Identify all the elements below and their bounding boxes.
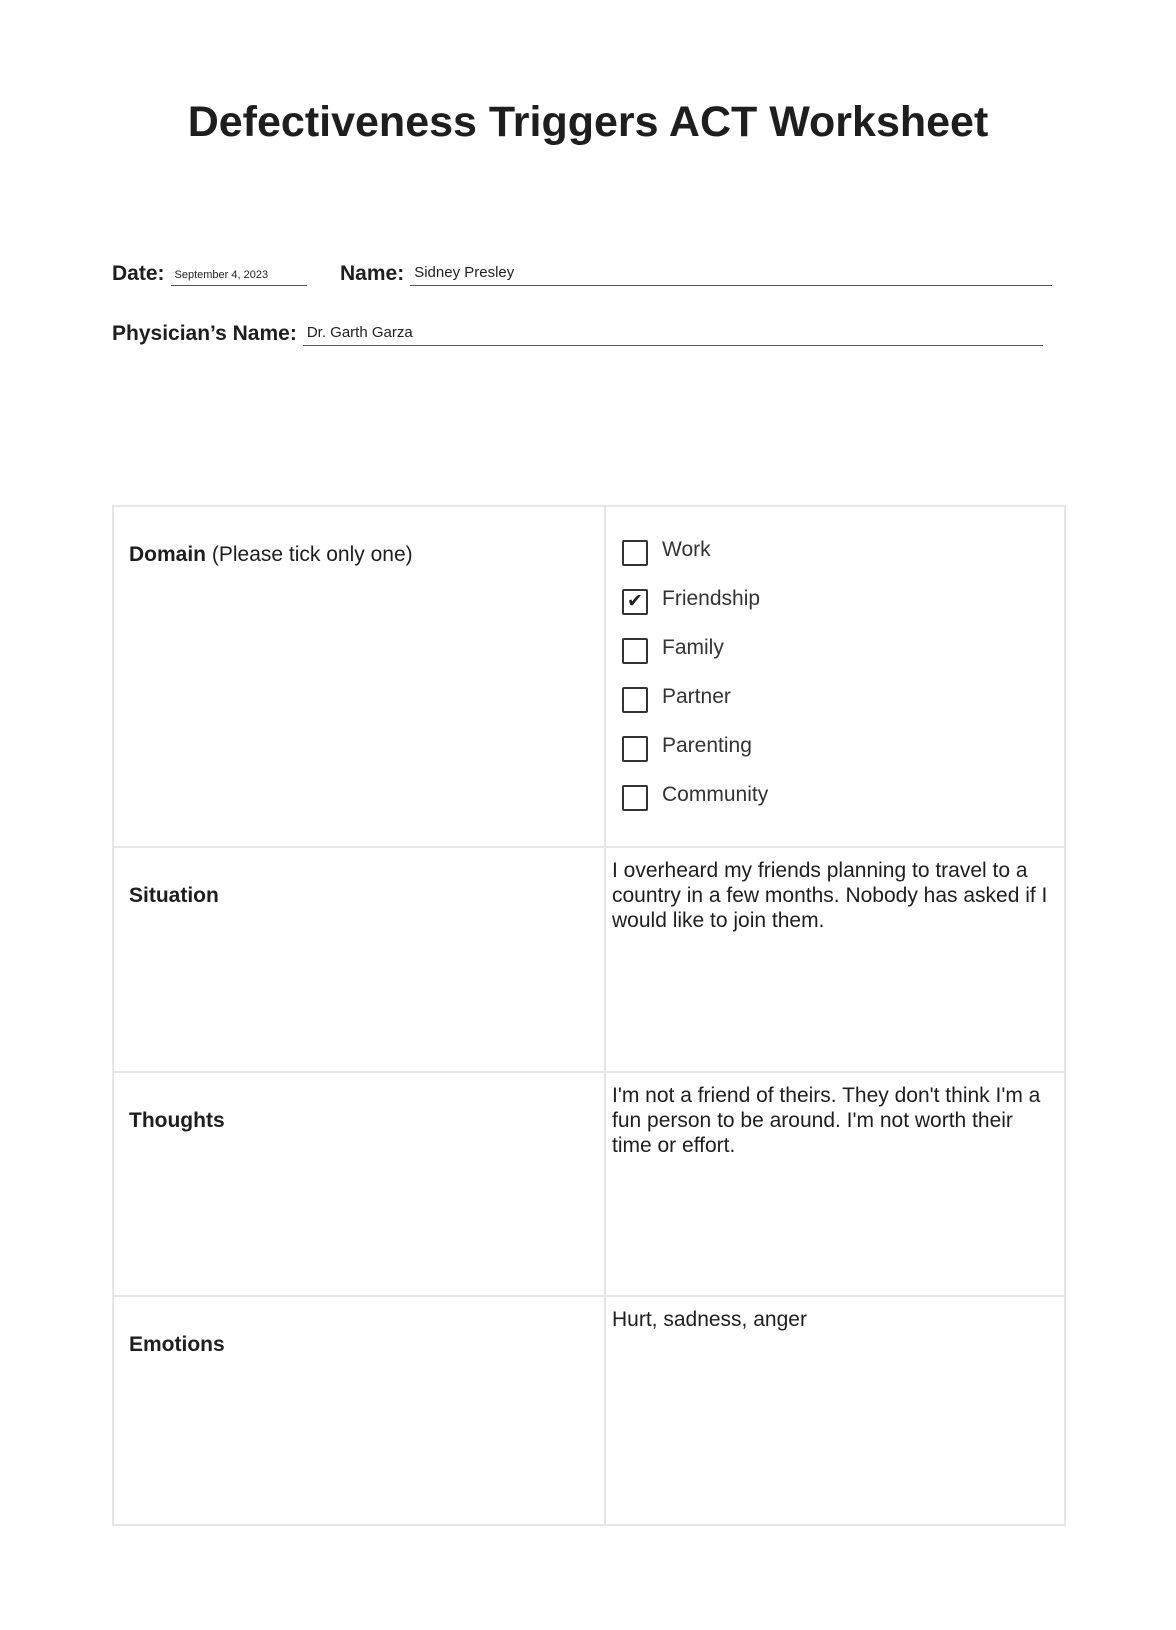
- domain-option-family[interactable]: [622, 623, 1056, 672]
- checkbox[interactable]: [622, 687, 648, 713]
- table-row: [113, 847, 1065, 1072]
- physician-label: Physician’s Name:: [112, 322, 297, 345]
- domain-row: [113, 506, 1065, 847]
- name-value: Sidney Presley: [414, 264, 515, 281]
- thoughts-value[interactable]: I'm not a friend of theirs. They don't think I'm a fun person to be around. I'm not worth their time or effort.: [605, 1072, 1065, 1296]
- name-field: [340, 262, 1052, 286]
- page-title: Defectiveness Triggers ACT Worksheet: [187, 98, 989, 146]
- name-label: Name:: [340, 262, 405, 285]
- option-label: Family: [662, 636, 724, 659]
- checkbox[interactable]: [622, 736, 648, 762]
- domain-option-work[interactable]: [622, 525, 1056, 574]
- option-label: Partner: [662, 685, 731, 708]
- domain-option-partner[interactable]: [622, 672, 1056, 721]
- checkbox[interactable]: [622, 638, 648, 664]
- checkbox[interactable]: [622, 785, 648, 811]
- checkbox[interactable]: [622, 540, 648, 566]
- domain-label-cell: [113, 506, 605, 847]
- option-label: Parenting: [662, 734, 752, 757]
- table-row: [113, 1072, 1065, 1296]
- emotions-value[interactable]: Hurt, sadness, anger: [605, 1296, 1065, 1525]
- option-label: Community: [662, 783, 769, 806]
- domain-label: Domain: [129, 543, 207, 566]
- option-label: Friendship: [662, 587, 761, 610]
- date-field: [112, 262, 307, 286]
- domain-options: [605, 506, 1065, 847]
- physician-field: [112, 322, 1043, 346]
- emotions-label: Emotions: [129, 1333, 225, 1356]
- physician-value: Dr. Garth Garza: [306, 324, 413, 341]
- worksheet-table: [112, 505, 1066, 1526]
- date-label: Date:: [112, 262, 165, 285]
- option-label: Work: [662, 538, 711, 561]
- domain-option-friendship[interactable]: [622, 574, 1056, 623]
- physician-input[interactable]: [303, 323, 1043, 346]
- domain-option-parenting[interactable]: [622, 721, 1056, 770]
- name-input[interactable]: [410, 263, 1052, 286]
- date-input[interactable]: [171, 263, 307, 286]
- situation-value[interactable]: I overheard my friends planning to travel to a country in a few months. Nobody has asked if I would like to join them.: [605, 847, 1065, 1072]
- table-row: [113, 1296, 1065, 1525]
- date-value: September 4, 2023: [174, 269, 269, 281]
- checkbox[interactable]: ✔: [622, 589, 648, 615]
- domain-hint: (Please tick only one): [211, 543, 413, 566]
- domain-option-community[interactable]: [622, 770, 1056, 819]
- situation-label: Situation: [129, 884, 219, 907]
- thoughts-label: Thoughts: [129, 1109, 225, 1132]
